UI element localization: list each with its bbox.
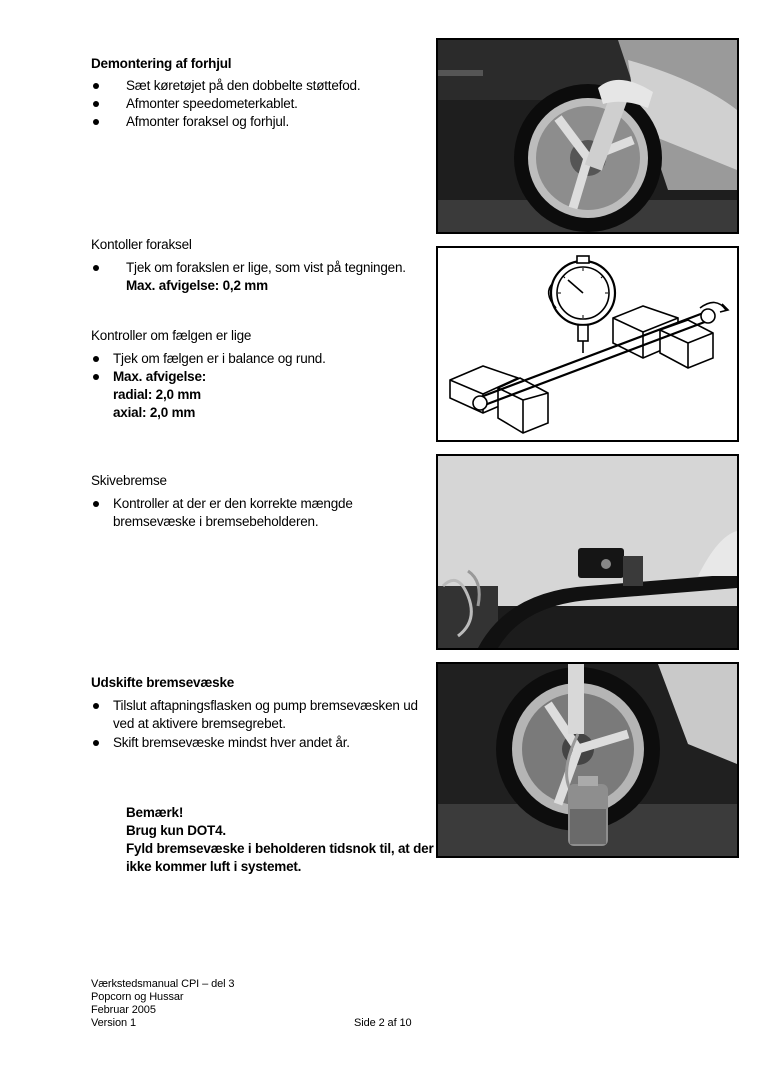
bullet-text: Tjek om fælgen er i balance og rund. <box>113 351 326 366</box>
bullet-text: Tjek om forakslen er lige, som vist på tegningen. <box>126 260 406 275</box>
bullet-dot <box>93 119 99 125</box>
heading-udskifte: Udskifte bremsevæske <box>91 675 235 690</box>
bullet-dot <box>93 101 99 107</box>
heading-skivebremse: Skivebremse <box>91 473 167 488</box>
axial-deviation: axial: 2,0 mm <box>113 405 196 420</box>
footer-models: Popcorn og Hussar <box>91 991 184 1003</box>
bullet-dot <box>93 83 99 89</box>
bullet-text: Afmonter speedometerkablet. <box>126 96 298 111</box>
max-deviation-axle: Max. afvigelse: 0,2 mm <box>126 278 268 293</box>
bullet-text: Tilslut aftapningsflasken og pump bremsevæsken ud <box>113 698 418 713</box>
bullet-text: Kontroller at der er den korrekte mængde <box>113 496 353 511</box>
bullet-dot <box>93 265 99 271</box>
footer-manual: Værkstedsmanual CPI – del 3 <box>91 978 235 990</box>
bullet-dot <box>93 740 99 746</box>
bullet-dot <box>93 703 99 709</box>
footer-version: Version 1 <box>91 1017 136 1029</box>
photo-front-wheel <box>436 38 739 234</box>
note-title: Bemærk! <box>126 805 184 820</box>
note-line: Fyld bremsevæske i beholderen tidsnok til, at der <box>126 841 434 856</box>
diagram-axle-dial-gauge <box>436 246 739 442</box>
radial-deviation: radial: 2,0 mm <box>113 387 201 402</box>
bullet-text: ved at aktivere bremsegrebet. <box>113 716 286 731</box>
footer-date: Februar 2005 <box>91 1004 156 1016</box>
photo-brake-fluid-bottle <box>436 662 739 858</box>
bullet-text: Sæt køretøjet på den dobbelte støttefod. <box>126 78 361 93</box>
max-deviation-label: Max. afvigelse: <box>113 369 207 384</box>
heading-faelg: Kontroller om fælgen er lige <box>91 328 252 343</box>
bullet-text: bremsevæske i bremsebeholderen. <box>113 514 319 529</box>
heading-demontering: Demontering af forhjul <box>91 56 232 71</box>
bullet-dot <box>93 356 99 362</box>
bullet-text: Skift bremsevæske mindst hver andet år. <box>113 735 350 750</box>
page-number: Side 2 af 10 <box>354 1017 412 1029</box>
photo-brake-reservoir <box>436 454 739 650</box>
bullet-text: Afmonter foraksel og forhjul. <box>126 114 290 129</box>
heading-foraksel: Kontoller foraksel <box>91 237 192 252</box>
note-line: ikke kommer luft i systemet. <box>126 859 302 874</box>
bullet-dot <box>93 374 99 380</box>
bullet-dot <box>93 501 99 507</box>
note-line: Brug kun DOT4. <box>126 823 226 838</box>
